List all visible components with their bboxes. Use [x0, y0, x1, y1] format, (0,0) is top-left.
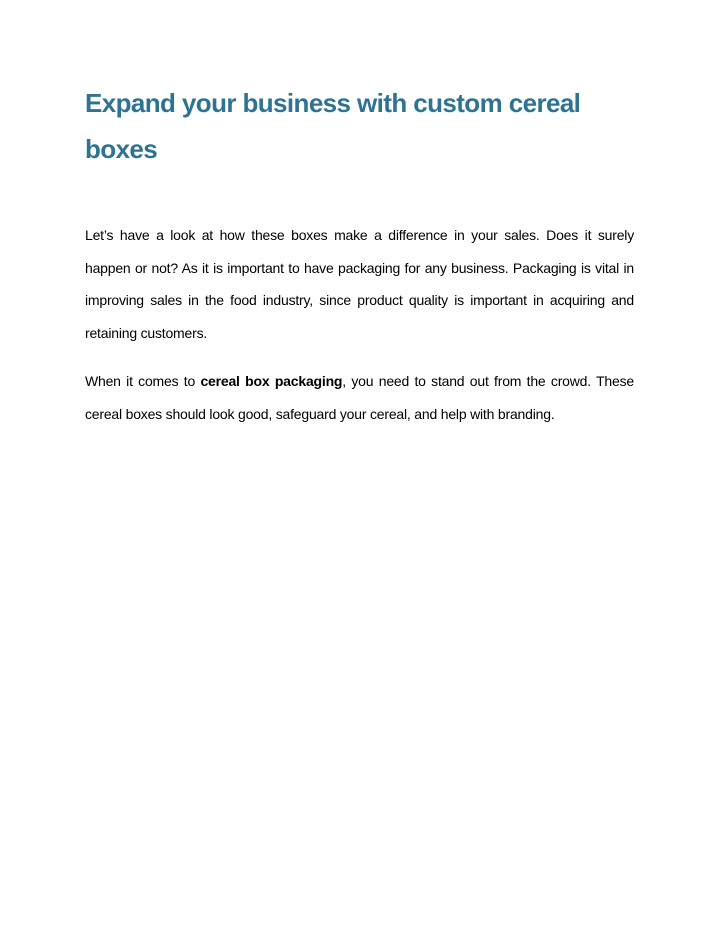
paragraph-packaging — [85, 365, 634, 430]
page-title: Expand your business with custom cereal boxes — [85, 88, 581, 164]
paragraph-intro: Let’s have a look at how these boxes make a difference in your sales. Does it surely happen or not? As it is important to have packaging for any business. Packaging is vital in improving sales in the food industry, since product quality is important in acquiring and retaining customers. — [85, 227, 634, 341]
paragraph-packaging-rest: , you need to stand out from the crowd. These cereal boxes should look good, safeguard your cereal, and help with branding. — [85, 373, 634, 422]
bold-keyword: cereal box packaging — [200, 373, 343, 389]
paragraph-packaging-lead: When it comes to — [85, 373, 201, 389]
